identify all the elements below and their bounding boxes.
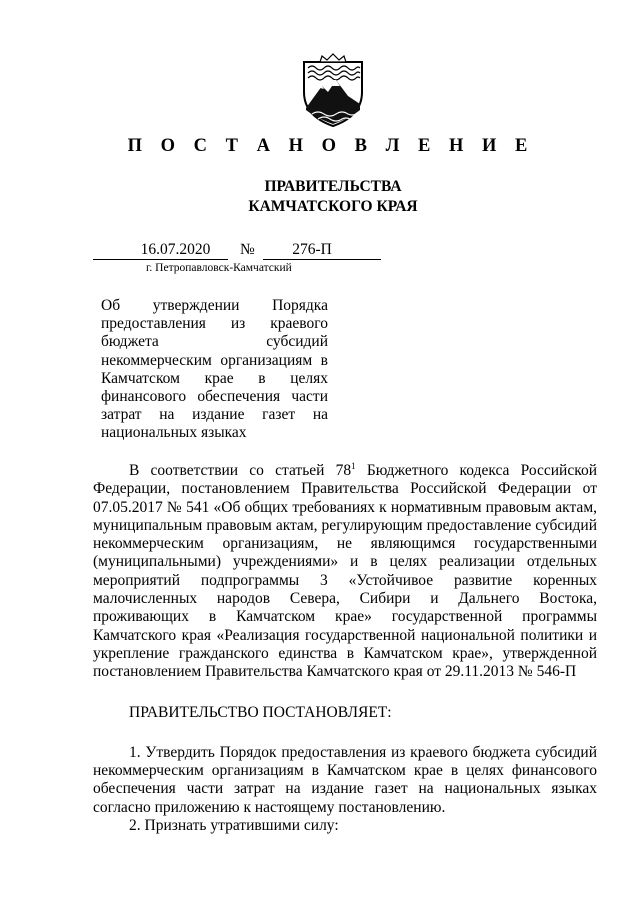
kamchatka-coat-of-arms-icon (300, 52, 366, 128)
issuing-authority (0, 177, 640, 217)
authority-line-1: ПРАВИТЕЛЬСТВА (264, 178, 402, 195)
document-subject: Об утверждении Порядка предоставления из краевого бюджета субсидий некоммерческим организациям в Камчатском крае в целях финансового обеспечения части затрат на издание газет на национальных языках (101, 297, 328, 442)
document-number: 276-П (263, 240, 381, 260)
authority-line-2: КАМЧАТСКОГО КРАЯ (248, 198, 418, 215)
item-2-paragraph: 2. Признать утратившими силу: (129, 817, 339, 835)
document-date: 16.07.2020 (93, 240, 228, 260)
document-type-title: П О С Т А Н О В Л Е Н И Е (127, 136, 535, 156)
item-1-paragraph: 1. Утвердить Порядок предоставления из краевого бюджета субсидий некоммерческим организациям в Камчатском крае в целях финансового обеспечения части затрат на издание газет на национальных языках согласно приложению к настоящему постановлению. (93, 743, 597, 816)
number-sign: № (240, 241, 255, 258)
article-superscript: 1 (351, 461, 356, 471)
document-body (93, 462, 597, 835)
resolves-heading: ПРАВИТЕЛЬСТВО ПОСТАНОВЛЯЕТ: (129, 703, 392, 721)
preamble-paragraph: В соответствии со статьей $78^1$ Бюджетного кодекса Российской Федерации, постановлением Правительства Российской Федерации от 07.05.2017 № 541 «Об общих требованиях к нормативным правовым актам, муниципальным правовым актам, регулирующим предоставление субсидий некоммерческим организациям, не являющимся государственными (муниципальными) учреждениями» и в целях реализации отдельных мероприятий подпрограммы 3 «Устойчивое развитие коренных малочисленных народов Севера, Сибири и Дальнего Востока, проживающих в Камчатском крае» государственной программы Камчатского края «Реализация государственной национальной политики и укрепление гражданского единства в Камчатском крае», утвержденной постановлением Правительства Камчатского края от 29.11.2013 № 546-П (93, 461, 597, 681)
city-of-issue: г. Петропавловск-Камчатский (146, 262, 292, 274)
